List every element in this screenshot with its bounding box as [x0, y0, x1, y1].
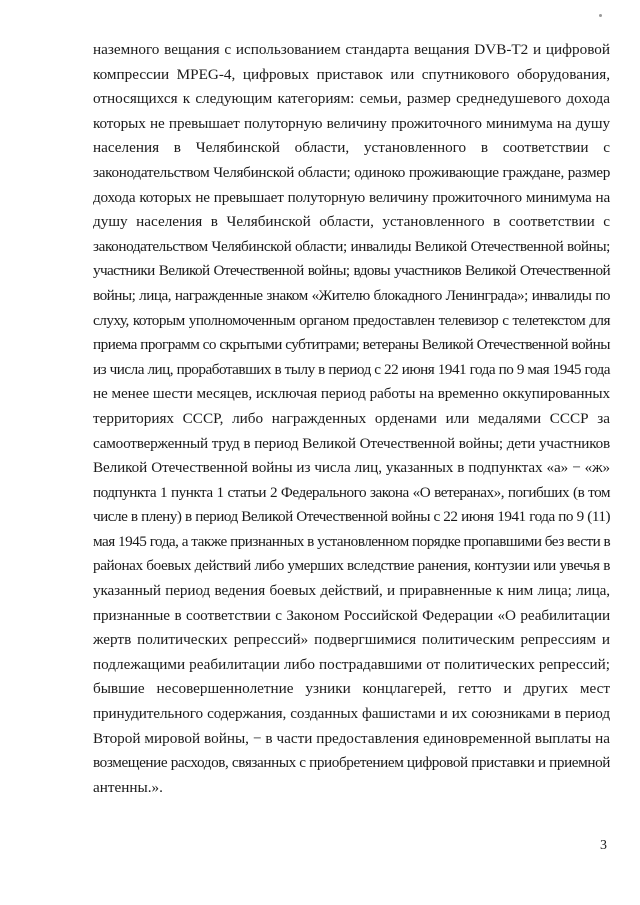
text-line: дохода которых не превышает полуторную величину прожиточного минимума на — [93, 188, 610, 206]
text-line: законодательством Челябинской области; одиноко проживающие граждане, размер — [93, 163, 610, 181]
text-line: территориях СССР, либо награжденных орденами или медалями СССР за — [93, 409, 610, 427]
text-line: мая 1945 года, а также признанных в установленном порядке пропавшими без вести в — [93, 532, 611, 550]
text-line: законодательством Челябинской области; инвалиды Великой Отечественной войны; — [93, 237, 610, 255]
text-line: которых не превышает полуторную величину прожиточного минимума на душу — [93, 114, 610, 132]
text-line: районах боевых действий либо умерших вследствие ранения, контузии или увечья в — [93, 557, 610, 575]
text-line: признанные в соответствии с Законом Российской Федерации «О реабилитации — [93, 606, 610, 624]
text-line: принудительного содержания, созданных фашистами и их союзниками в период — [93, 705, 610, 723]
text-line: подлежащими реабилитации либо пострадавшими от политических репрессий; — [93, 655, 610, 673]
text-line: указанный период ведения боевых действий, и приравненные к ним лица; лица, — [93, 582, 610, 600]
text-line: наземного вещания с использованием стандарта вещания DVB-T2 и цифровой — [93, 41, 610, 58]
text-line: не менее шести месяцев, исключая период работы на временно оккупированных — [93, 385, 610, 403]
text-line: самоотверженный труд в период Великой Отечественной войны; дети участников — [93, 434, 610, 452]
text-line: компрессии MPEG-4, цифровых приставок или спутникового оборудования, — [93, 65, 610, 83]
text-line: подпункта 1 пункта 1 статьи 2 Федерального закона «О ветеранах», погибших (в том — [93, 483, 610, 501]
scan-speck — [599, 14, 602, 17]
page-number: 3 — [600, 838, 607, 853]
text-line: приема программ со скрытыми субтитрами; ветераны Великой Отечественной войны — [93, 336, 610, 354]
text-line: слуху, которым уполномоченным органом предоставлен телевизор с телетекстом для — [93, 311, 610, 329]
text-line: числе в плену) в период Великой Отечественной войны с 22 июня 1941 года по 9 (11) — [93, 508, 610, 526]
text-line: Второй мировой войны, − в части предоставления единовременной выплаты на — [93, 729, 610, 747]
text-line: относящихся к следующим категориям: семьи, размер среднедушевого дохода — [93, 90, 610, 108]
text-line: населения в Челябинской области, установленного в соответствии с — [93, 139, 610, 157]
text-line: возмещение расходов, связанных с приобретением цифровой приставки и приемной — [93, 754, 610, 772]
text-line: жертв политических репрессий» подвергшимися политическим репрессиям и — [93, 631, 610, 649]
body-text — [93, 38, 610, 800]
text-line: душу населения в Челябинской области, установленного в соответствии с — [93, 213, 610, 231]
text-line: войны; лица, награжденные знаком «Жителю блокадного Ленинграда»; инвалиды по — [93, 286, 610, 304]
text-line: из числа лиц, проработавших в тылу в период с 22 июня 1941 года по 9 мая 1945 года — [93, 360, 610, 378]
text-line: участники Великой Отечественной войны; вдовы участников Великой Отечественной — [93, 262, 610, 280]
text-line: антенны.». — [93, 778, 163, 796]
text-line: бывшие несовершеннолетние узники концлагерей, гетто и других мест — [93, 680, 610, 698]
text-line: Великой Отечественной войны из числа лиц, указанных в подпунктах «а» − «ж» — [93, 459, 610, 477]
